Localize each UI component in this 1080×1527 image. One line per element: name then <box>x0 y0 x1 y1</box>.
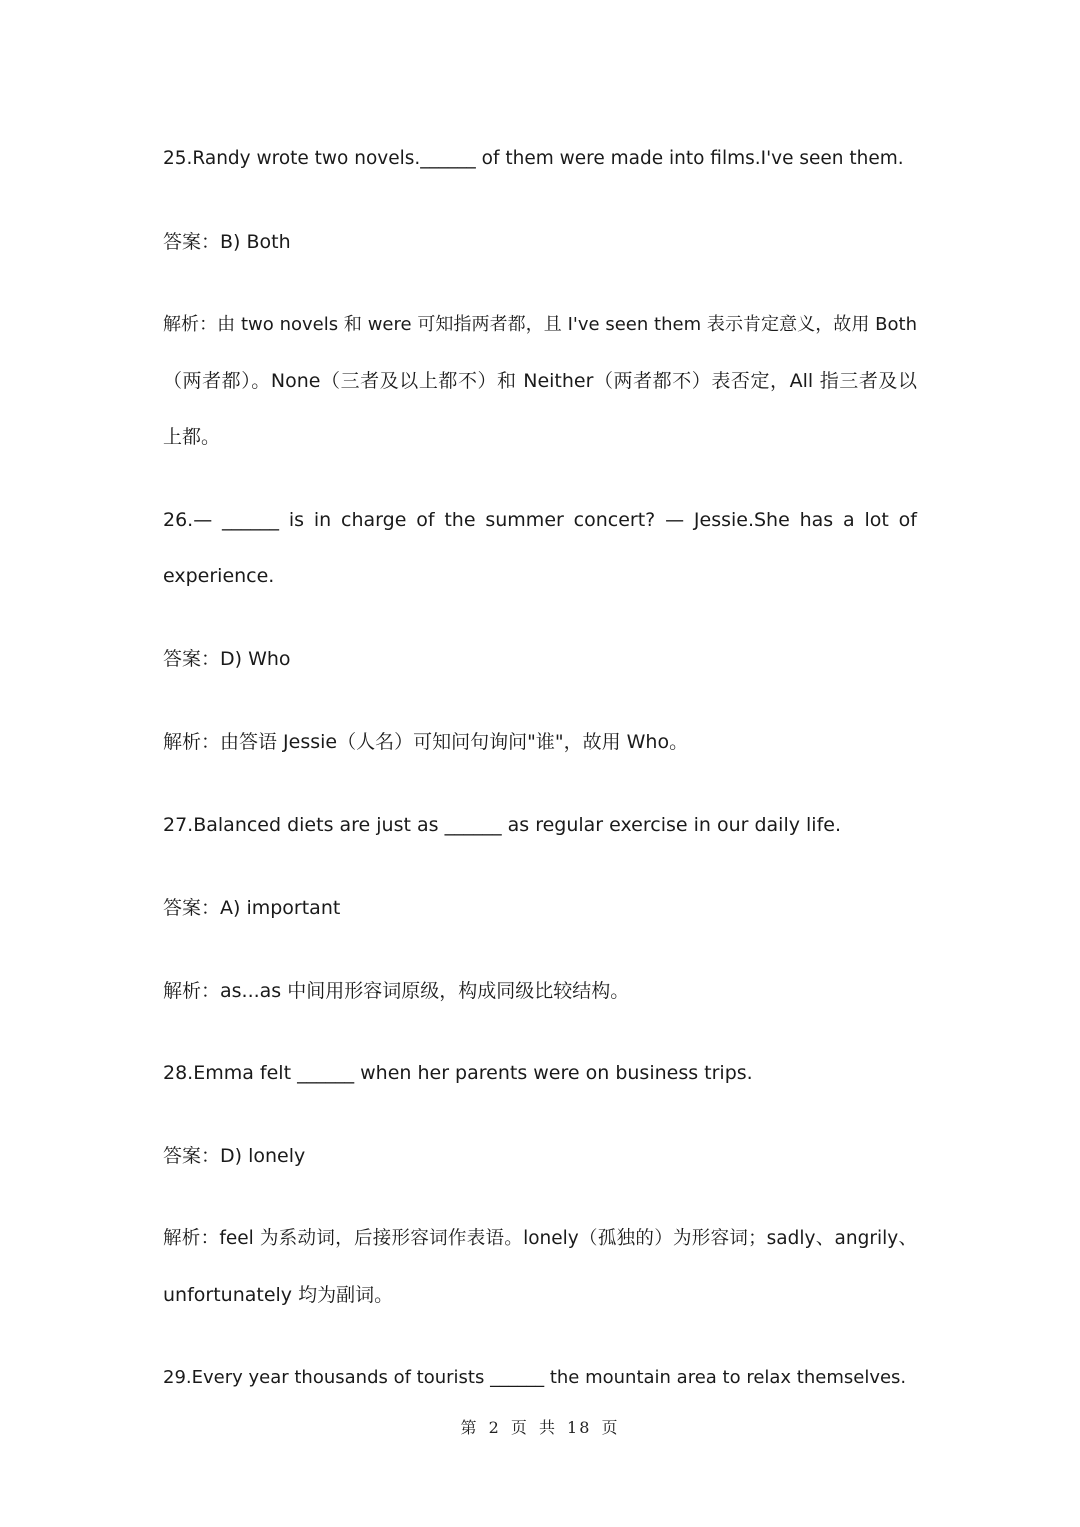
question-28-answer: 答案：D) lonely <box>163 1145 306 1167</box>
question-25-answer: 答案：B) Both <box>163 231 291 253</box>
question-28-text: 28.Emma felt ______ when her parents were on business trips. <box>163 1062 753 1084</box>
question-27-analysis: 解析：as...as 中间用形容词原级，构成同级比较结构。 <box>163 980 630 1002</box>
question-28-analysis-line-2: unfortunately 均为副词。 <box>163 1284 394 1306</box>
question-26-analysis: 解析：由答语 Jessie（人名）可知问句询问"谁"，故用 Who。 <box>163 731 689 753</box>
question-26-text-line-2: experience. <box>163 565 275 587</box>
page-number-footer: 第 2 页 共 18 页 <box>460 1418 620 1437</box>
question-25-analysis-line-3: 上都。 <box>163 426 221 448</box>
question-26-text-line-1: 26.— ______ is in charge of the summer concert? — Jessie.She has a lot of <box>163 509 917 531</box>
question-29-text: 29.Every year thousands of tourists ______ the mountain area to relax themselves. <box>163 1367 907 1388</box>
question-25-analysis-line-2: （两者都）。None（三者及以上都不）和 Neither（两者都不）表否定，All 指三者及以 <box>163 370 917 392</box>
question-27-answer: 答案：A) important <box>163 897 341 919</box>
question-27-text: 27.Balanced diets are just as ______ as regular exercise in our daily life. <box>163 814 841 836</box>
question-26-answer: 答案：D) Who <box>163 648 291 670</box>
question-25-analysis-line-1: 解析：由 two novels 和 were 可知指两者都，且 I've seen them 表示肯定意义，故用 Both <box>163 314 917 335</box>
question-28-analysis-line-1: 解析：feel 为系动词，后接形容词作表语。lonely（孤独的）为形容词；sadly、angrily、 <box>163 1228 917 1249</box>
question-25-text: 25.Randy wrote two novels.______ of them were made into films.I've seen them. <box>163 148 904 169</box>
